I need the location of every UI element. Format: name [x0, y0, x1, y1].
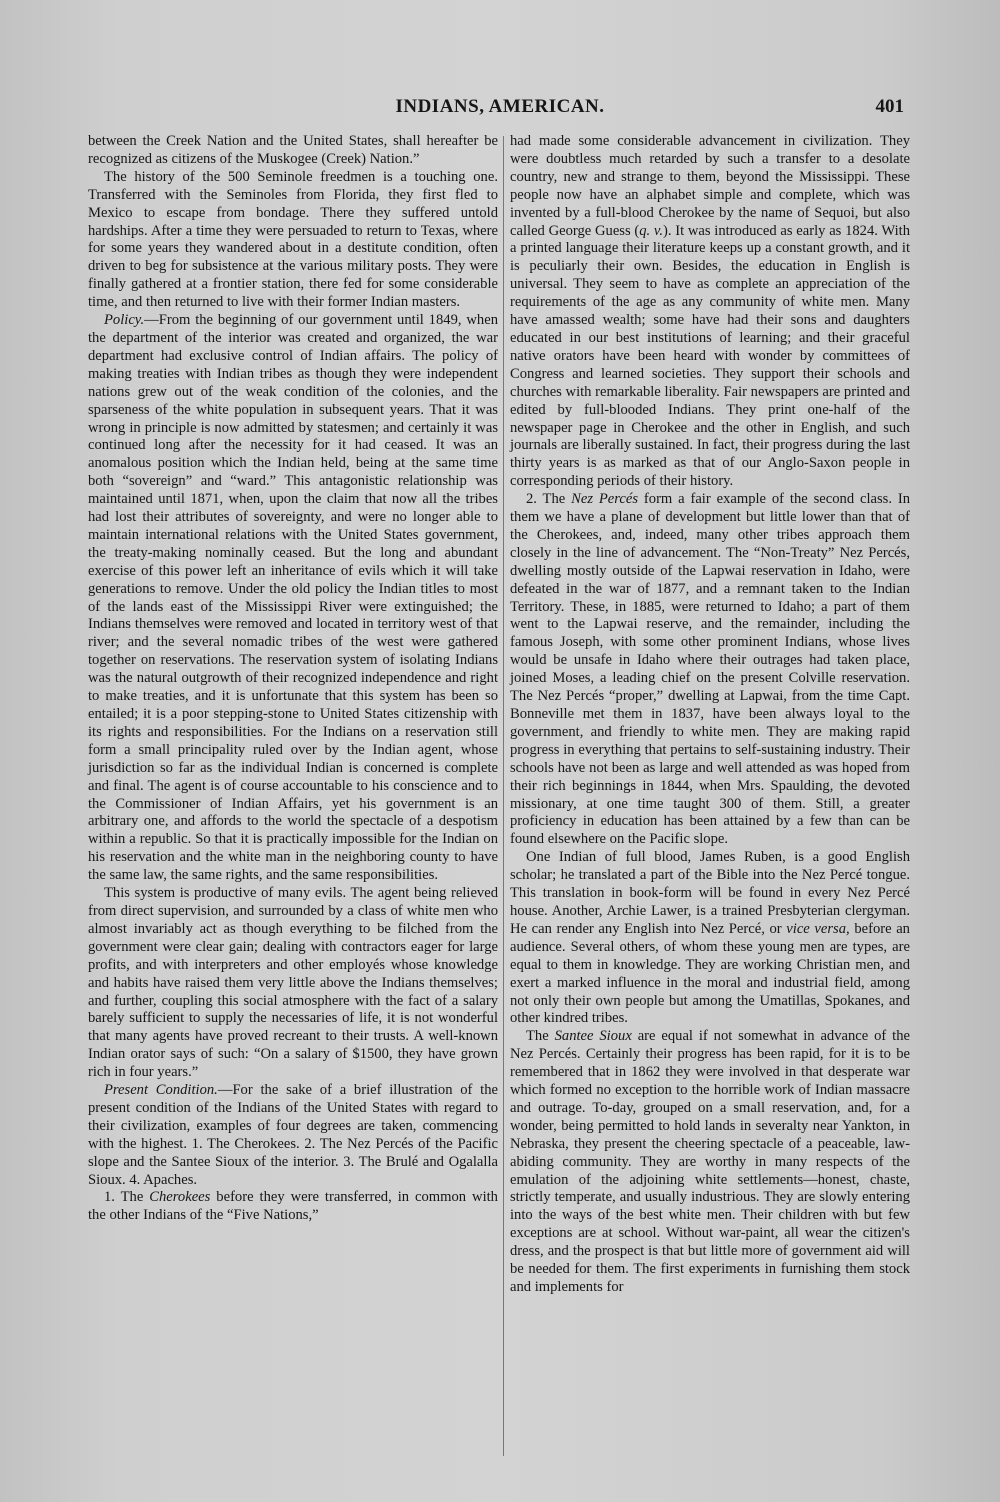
paragraph	[88, 312, 498, 885]
running-head: INDIANS, AMERICAN.	[395, 96, 605, 117]
paragraph	[510, 849, 910, 1028]
paragraph	[510, 1028, 910, 1297]
paragraph-lead: 2. The	[526, 491, 566, 508]
column-rule	[503, 136, 504, 1456]
latin-phrase: vice versa,	[786, 920, 850, 937]
page-header	[0, 96, 1000, 136]
left-column	[88, 133, 498, 1225]
paragraph	[88, 1082, 498, 1189]
paragraph	[88, 169, 498, 312]
paragraph-text: This system is productive of many evils. The agent being relieved from direct supervision, and surrounded by a class of white men who almost invariably act as though everything to be filched from the government were clear gain; dealing with contractors eager for large profits, and with interpreters and other employés whose knowledge and habits have raised them very little above the Indians themselves; and further, coupling this social atmosphere with the fact of a salary barely sufficient to supply the necessaries of life, it is not wonderful that many agents have proved recreant to their trusts. A well-known Indian orator says of such: “On a salary of $1500, they have grown rich in four years.”	[88, 885, 498, 1081]
paragraph	[510, 133, 910, 491]
paragraph-text: —From the beginning of our government until 1849, when the department of the interior was created and organized, the war department had exclusive control of Indian affairs. The policy of making treaties with Indian tribes as though they were independent nations grew out of the weak condition of the colonies, and the sparseness of the white population in subsequent years. That it was wrong in principle is now admitted by statesmen; and certainly it was continued long after the necessity for it had ceased. It was an anomalous position which the Indian held, being at the same time both “sovereign” and “ward.” This antagonistic relationship was maintained until 1871, when, upon the claim that now all the tribes had lost their attributes of sovereignty, and were no longer able to maintain international relations with the United States government, the treaty-making nominally ceased. But the long and abundant exercise of this power left an inheritance of evils which it will take generations to remove. Under the old policy the Indian titles to most of the lands east of the Mississippi River were extinguished; the Indians themselves were removed and located in territory west of that river; and the several nomadic tribes of the west were gathered together on reservations. The reservation system of isolating Indians was the natural outgrowth of their recognized independence and right to make treaties, and it is unfortunate that this system has been so entailed; it is a poor stepping-stone to United States citizenship with its rights and responsibilities. For the Indians on a reservation still form a small principality ruled over by the Indian agent, whose jurisdiction so far as the individual Indian is concerned is complete and final. The agent is of course accountable to his conscience and to the Commissioner of Indian Affairs, yet his government is an arbitrary one, and affords to the world the spectacle of a despotism within a republic. So that it is practically impossible for the Indian on his reservation and the white man in the neighboring county to have the same law, the same rights, and the same responsibilities.	[88, 312, 498, 884]
right-column	[510, 133, 910, 1297]
tribe-name: Cherokees	[149, 1189, 211, 1206]
paragraph	[88, 133, 498, 169]
paragraph-text: —For the sake of a brief illustration of the present condition of the Indians of the United States with regard to their civilization, examples of four degrees are taken, commencing with the highest. 1. The Cherokees. 2. The Nez Percés of the Pacific slope and the Santee Sioux of the interior. 3. The Brulé and Ogalalla Sioux. 4. Apaches.	[88, 1082, 499, 1188]
paragraph-text: had made some considerable advancement in civilization. They were doubtless much retarded by such a transfer to a desolate country, new and strange to them, beyond the Mississippi. These people now have an alphabet simple and complete, which was invented by a full-blood Cherokee by the name of Sequoi, but also called George Guess (	[510, 133, 910, 239]
tribe-name: Nez Percés	[571, 491, 639, 508]
section-heading: Policy.	[104, 312, 145, 329]
paragraph-text: ). It was introduced as early as 1824. With a printed language their literature keeps up a constant growth, and it is peculiarly their own. Besides, the education in English is universal. They seem to have as complete an appreciation of the requirements of the age as any community of white men. Many have amassed wealth; some have had their sons and daughters educated in our best institutions of learning; and their graceful native orators have been heard with wonder by committees of Congress and learned societies. They support their schools and churches with remarkable liberality. Fair newspapers are printed and edited by full-blooded Indians. They print one-half of the newspaper page in Cherokee and the other in English, and such journals are liberally sustained. In fact, their progress during the last thirty years is as marked as that of our Anglo-Saxon people in corresponding periods of their history.	[510, 222, 910, 490]
paragraph-lead: 1. The	[104, 1189, 144, 1206]
paragraph	[88, 1189, 498, 1225]
paragraph-text: between the Creek Nation and the United States, shall hereafter be recognized as citizens of the Muskogee (Creek) Nation.”	[88, 133, 498, 167]
section-heading: Present Condition.	[104, 1082, 218, 1099]
paragraph-text: are equal if not somewhat in advance of the Nez Percés. Certainly their progress has been rapid, for it is to be remembered that in 1862 they were involved in that desperate war which formed no exception to the horrible work of Indian massacre and outrage. To-day, grouped on a small reservation, and, for a wonder, being permitted to hold lands in severalty near Yankton, in Nebraska, they present the cheering spectacle of a peaceable, law-abiding community. They are worthy in many respects of the emulation of the adjoining white settlements—honest, chaste, strictly temperate, and usually industrious. They are slowly entering into the ways of the best white men. Their children with but few exceptions are at school. Without war-paint, all wear the citizen's dress, and the prospect is that but little more of government aid will be needed for them. The first experiments in furnishing them stock and implements for	[510, 1028, 910, 1295]
cross-reference: q. v.	[639, 222, 663, 239]
paragraph-text: before an audience. Several others, of whom these young men are types, are equal to them in knowledge. They are working Christian men, and exert a marked influence in the moral and industrial field, among not only their own people but among the Umatillas, Spokanes, and other kindred tribes.	[510, 920, 910, 1027]
paragraph-text: The history of the 500 Seminole freedmen is a touching one. Transferred with the Seminoles from Florida, they first fled to Mexico to escape from bondage. There they suffered untold hardships. After a time they were persuaded to return to Texas, where for some years they wandered about in a destitute condition, often driven to beg for subsistence at the various military posts. They were finally gathered at a frontier station, there fed for some considerable time, and then returned to live with their former Indian masters.	[88, 168, 498, 311]
paragraph	[510, 491, 910, 849]
paragraph-text: form a fair example of the second class. In them we have a plane of development but little lower than that of the Cherokees, and, indeed, many other tribes approach them closely in the line of advancement. The “Non-Treaty” Nez Percés, dwelling mostly outside of the Lapwai reservation in Idaho, were defeated in the war of 1877, and a remnant taken to the Indian Territory. These, in 1885, were returned to Idaho; a part of them went to the Lapwai reserve, and the remainder, including the famous Joseph, with some other prominent Indians, whose lives would be unsafe in Idaho where their outrages had taken place, joined Moses, a leading chief on the present Colville reservation. The Nez Percés “proper,” dwelling at Lapwai, from the time Capt. Bonneville met them in 1837, have been always loyal to the government, and friendly to white men. They are making rapid progress in everything that pertains to self-sustaining industry. Their schools have not been as large and well attended as was hoped from their rich beginnings in 1844, when Mrs. Spaulding, the devoted missionary, at one time taught 300 of them. Still, a greater proficiency in education has been attained by a few than can be found elsewhere on the Pacific slope.	[510, 491, 911, 848]
paragraph-lead: The	[526, 1028, 549, 1045]
paragraph-text: before they were transferred, in common with the other Indians of the “Five Nations,”	[88, 1189, 498, 1224]
paragraph	[88, 885, 498, 1082]
page-number: 401	[875, 96, 904, 117]
paragraph-text: One Indian of full blood, James Ruben, is a good English scholar; he translated a part of the Bible into the Nez Percé tongue. This translation in book-form will be found in every Nez Percé house. Another, Archie Lawer, is a trained Presbyterian clergyman. He can render any English into Nez Percé, or	[510, 849, 910, 937]
tribe-name: Santee Sioux	[554, 1028, 632, 1045]
